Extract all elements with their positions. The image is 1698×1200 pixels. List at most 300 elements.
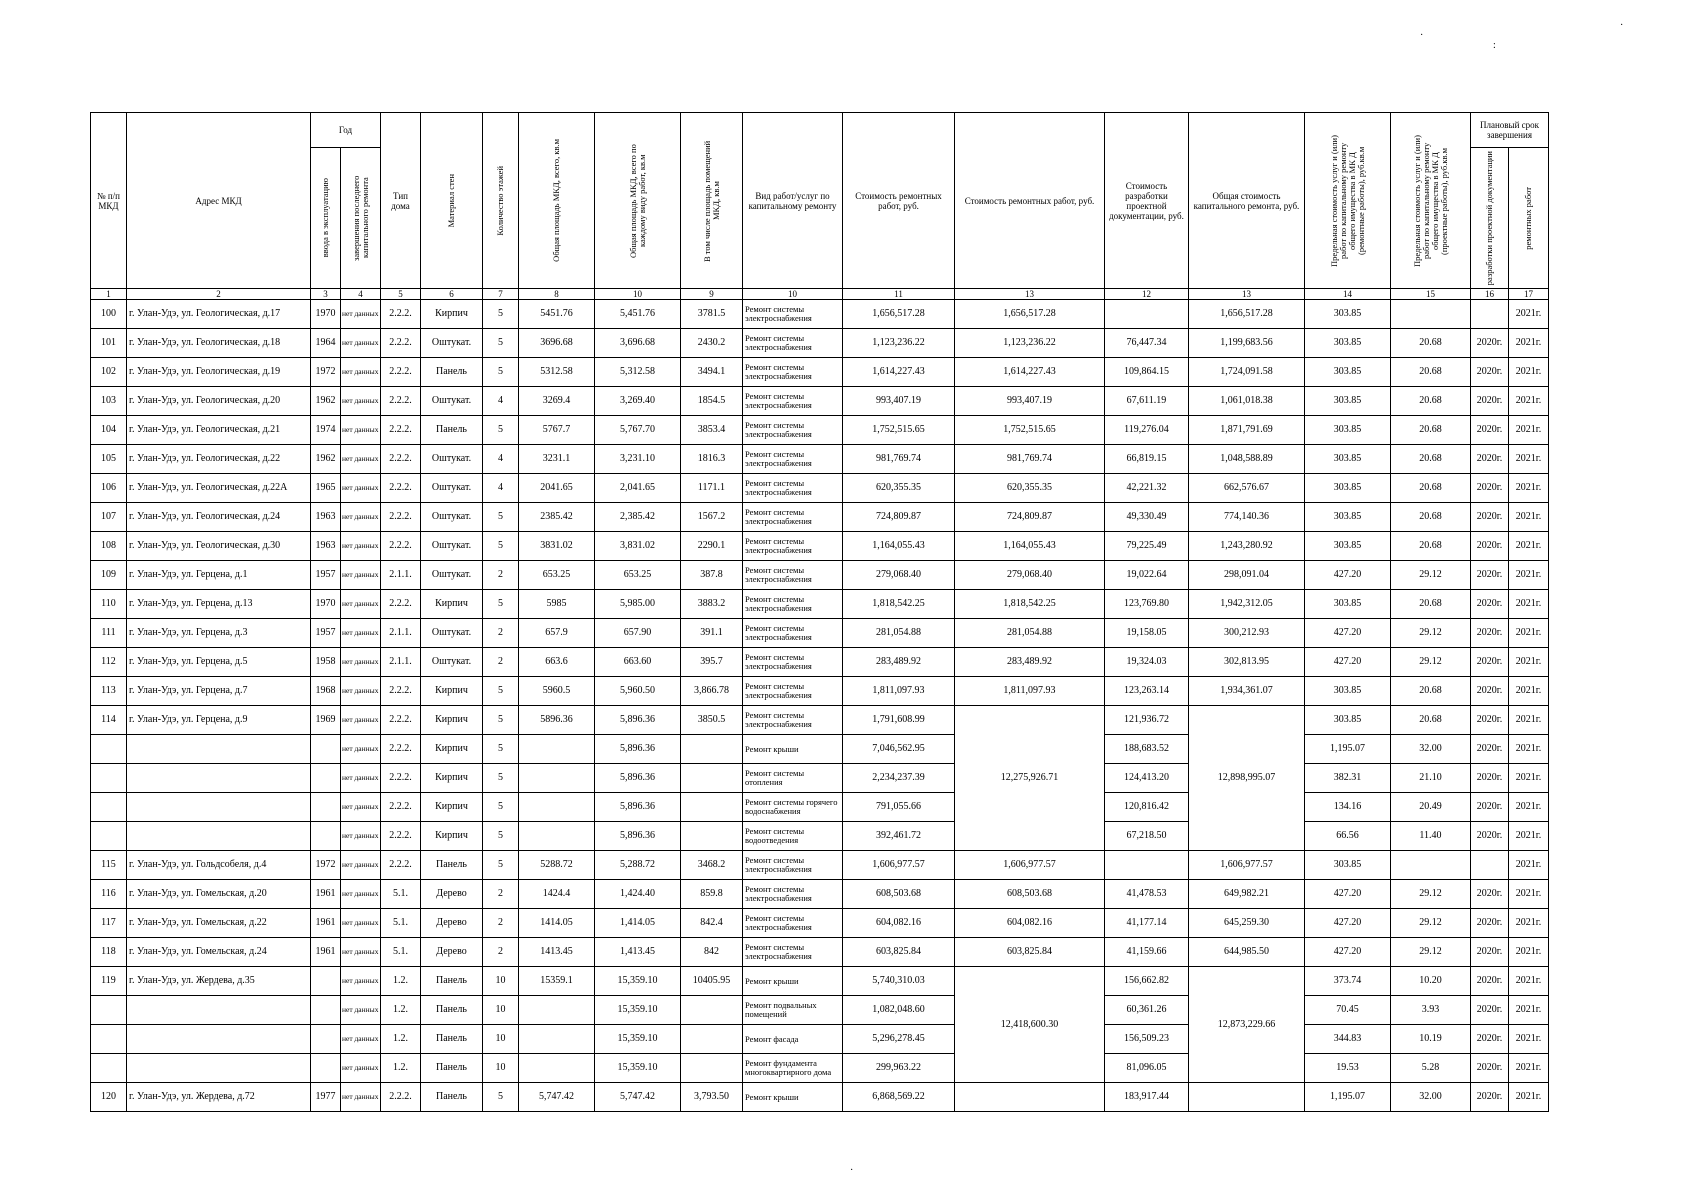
cell-wall-material: Кирпич [421,764,483,793]
cell-overall-cost: 645,259.30 [1189,909,1305,938]
cell-num [91,996,127,1025]
cell-num: 108 [91,532,127,561]
column-number: 8 [519,289,595,300]
cell-overall-cost: 1,606,977.57 [1189,851,1305,880]
cell-address: г. Улан-Удэ, ул. Гомельская, д.20 [127,880,311,909]
cell-overall-cost: 774,140.36 [1189,503,1305,532]
cell-work-type: Ремонт системы электроснабжения [743,909,843,938]
cell-area-by-work: 15,359.10 [595,1025,681,1054]
cell-deadline-repair: 2021г. [1509,329,1549,358]
cell-house-type: 2.2.2. [381,387,421,416]
cell-repair-cost-total: 603,825.84 [955,938,1105,967]
cell-year-last-repair: нет данных [341,445,381,474]
cell-deadline-repair: 2021г. [1509,1054,1549,1083]
cell-num: 110 [91,590,127,619]
cell-limit-repair: 427.20 [1305,619,1391,648]
cell-num: 103 [91,387,127,416]
cell-year-last-repair: нет данных [341,648,381,677]
cell-address: г. Улан-Удэ, ул. Герцена, д.1 [127,561,311,590]
cell-repair-cost: 1,656,517.28 [843,300,955,329]
cell-house-type: 2.2.2. [381,329,421,358]
cell-limit-repair: 427.20 [1305,909,1391,938]
cell-year-commission: 1972 [311,358,341,387]
cell-limit-repair: 303.85 [1305,387,1391,416]
cell-repair-cost: 6,868,569.22 [843,1083,955,1112]
cell-year-last-repair: нет данных [341,996,381,1025]
repair-program-sheet [90,112,1549,1112]
cell-limit-design: 20.68 [1391,706,1471,735]
cell-premises-area: 3850.5 [681,706,743,735]
cell-design-cost: 19,158.05 [1105,619,1189,648]
cell-year-commission: 1970 [311,300,341,329]
cell-total-area: 663.6 [519,648,595,677]
cell-address [127,735,311,764]
cell-address: г. Улан-Удэ, ул. Гомельская, д.22 [127,909,311,938]
cell-limit-design: 20.68 [1391,474,1471,503]
cell-design-cost: 119,276.04 [1105,416,1189,445]
cell-address: г. Улан-Удэ, ул. Герцена, д.7 [127,677,311,706]
cell-address: г. Улан-Удэ, ул. Геологическая, д.22А [127,474,311,503]
col-year-last-repair-header: завершения последнего капитального ремонта [341,148,381,289]
cell-floors: 5 [483,706,519,735]
cell-year-last-repair: нет данных [341,416,381,445]
cell-total-area: 5312.58 [519,358,595,387]
cell-overall-cost: 302,813.95 [1189,648,1305,677]
cell-premises-area [681,764,743,793]
cell-address: г. Улан-Удэ, ул. Геологическая, д.22 [127,445,311,474]
cell-floors: 10 [483,996,519,1025]
table-row [91,416,1549,445]
col-total-area-header: Общая площадь МКД, всего, кв.м [519,113,595,289]
cell-deadline-repair: 2021г. [1509,677,1549,706]
cell-year-commission: 1969 [311,706,341,735]
cell-deadline-repair: 2021г. [1509,822,1549,851]
cell-work-type: Ремонт системы электроснабжения [743,387,843,416]
cell-deadline-repair: 2021г. [1509,967,1549,996]
cell-repair-cost-total: 1,614,227.43 [955,358,1105,387]
cell-house-type: 2.2.2. [381,793,421,822]
cell-deadline-repair: 2021г. [1509,387,1549,416]
cell-floors: 4 [483,387,519,416]
cell-floors: 5 [483,300,519,329]
column-number: 4 [341,289,381,300]
cell-num: 104 [91,416,127,445]
cell-design-cost: 183,917.44 [1105,1083,1189,1112]
cell-premises-area [681,1025,743,1054]
cell-num: 109 [91,561,127,590]
cell-limit-repair: 427.20 [1305,561,1391,590]
cell-year-last-repair: нет данных [341,677,381,706]
cell-overall-cost: 1,061,018.38 [1189,387,1305,416]
cell-design-cost: 41,177.14 [1105,909,1189,938]
cell-area-by-work: 5,312.58 [595,358,681,387]
col-deadline-design-header: разработки проектной документации [1471,148,1509,289]
cell-repair-cost-total: 1,818,542.25 [955,590,1105,619]
column-number: 14 [1305,289,1391,300]
cell-repair-cost: 1,811,097.93 [843,677,955,706]
cell-limit-design: 20.68 [1391,445,1471,474]
cell-address: г. Улан-Удэ, ул. Геологическая, д.24 [127,503,311,532]
cell-repair-cost: 1,752,515.65 [843,416,955,445]
cell-premises-area [681,1054,743,1083]
cell-area-by-work: 3,696.68 [595,329,681,358]
col-repair-cost-header: Стоимость ремонтных работ, руб. [843,113,955,289]
cell-deadline-repair: 2021г. [1509,474,1549,503]
table-row [91,561,1549,590]
cell-num [91,1025,127,1054]
cell-work-type: Ремонт системы горячего водоснабжения [743,793,843,822]
cell-wall-material: Панель [421,358,483,387]
cell-total-area: 1413.45 [519,938,595,967]
table-row [91,706,1549,735]
cell-year-commission: 1963 [311,532,341,561]
cell-limit-design: 29.12 [1391,561,1471,590]
cell-limit-design: 20.68 [1391,416,1471,445]
column-number: 6 [421,289,483,300]
cell-deadline-design: 2020г. [1471,677,1509,706]
cell-work-type: Ремонт системы отопления [743,764,843,793]
cell-work-type: Ремонт фасада [743,1025,843,1054]
col-overall-cost-header: Общая стоимость капитального ремонта, руб. [1189,113,1305,289]
cell-premises-area: 3,793.50 [681,1083,743,1112]
cell-limit-repair: 303.85 [1305,532,1391,561]
cell-address: г. Улан-Удэ, ул. Герцена, д.9 [127,706,311,735]
col-year-group-header: Год [311,113,381,148]
scan-mark: · [1420,30,1424,41]
cell-overall-cost: 1,942,312.05 [1189,590,1305,619]
cell-work-type: Ремонт системы электроснабжения [743,445,843,474]
cell-house-type: 2.1.1. [381,648,421,677]
cell-num: 101 [91,329,127,358]
cell-deadline-design [1471,300,1509,329]
cell-num [91,822,127,851]
cell-deadline-repair: 2021г. [1509,358,1549,387]
cell-year-last-repair: нет данных [341,851,381,880]
cell-repair-cost-total: 604,082.16 [955,909,1105,938]
cell-house-type: 2.2.2. [381,503,421,532]
cell-repair-cost: 2,234,237.39 [843,764,955,793]
cell-house-type: 2.2.2. [381,474,421,503]
cell-repair-cost-total: 279,068.40 [955,561,1105,590]
cell-deadline-design: 2020г. [1471,996,1509,1025]
table-body [91,300,1549,1112]
cell-limit-repair: 303.85 [1305,445,1391,474]
cell-house-type: 2.2.2. [381,1083,421,1112]
cell-total-area: 5,747.42 [519,1083,595,1112]
cell-floors: 2 [483,648,519,677]
cell-deadline-design: 2020г. [1471,590,1509,619]
cell-repair-cost: 791,055.66 [843,793,955,822]
cell-work-type: Ремонт системы электроснабжения [743,677,843,706]
cell-house-type: 2.2.2. [381,358,421,387]
cell-limit-repair: 19.53 [1305,1054,1391,1083]
cell-deadline-design: 2020г. [1471,1025,1509,1054]
cell-design-cost: 76,447.34 [1105,329,1189,358]
cell-design-cost: 124,413.20 [1105,764,1189,793]
cell-premises-area: 842 [681,938,743,967]
cell-year-commission [311,996,341,1025]
cell-premises-area [681,996,743,1025]
scan-mark: · [1620,20,1624,31]
cell-house-type: 2.2.2. [381,532,421,561]
cell-address: г. Улан-Удэ, ул. Герцена, д.5 [127,648,311,677]
table-row [91,938,1549,967]
cell-limit-repair: 303.85 [1305,329,1391,358]
cell-area-by-work: 3,231.10 [595,445,681,474]
cell-floors: 5 [483,532,519,561]
cell-limit-design [1391,300,1471,329]
cell-limit-design: 29.12 [1391,880,1471,909]
cell-num: 117 [91,909,127,938]
cell-deadline-design: 2020г. [1471,735,1509,764]
cell-deadline-repair: 2021г. [1509,764,1549,793]
cell-limit-design: 29.12 [1391,619,1471,648]
cell-total-area: 5288.72 [519,851,595,880]
column-number: 13 [1189,289,1305,300]
cell-house-type: 2.1.1. [381,619,421,648]
cell-house-type: 1.2. [381,1054,421,1083]
cell-floors: 2 [483,880,519,909]
cell-wall-material: Оштукат. [421,474,483,503]
cell-work-type: Ремонт системы электроснабжения [743,938,843,967]
cell-repair-cost: 604,082.16 [843,909,955,938]
cell-repair-cost-total: 620,355.35 [955,474,1105,503]
cell-design-cost: 121,936.72 [1105,706,1189,735]
cell-area-by-work: 663.60 [595,648,681,677]
cell-overall-cost: 1,934,361.07 [1189,677,1305,706]
cell-repair-cost: 1,614,227.43 [843,358,955,387]
cell-wall-material: Оштукат. [421,619,483,648]
cell-floors: 5 [483,764,519,793]
cell-overall-cost: 300,212.93 [1189,619,1305,648]
cell-overall-cost: 298,091.04 [1189,561,1305,590]
table-row [91,387,1549,416]
cell-wall-material: Оштукат. [421,329,483,358]
col-design-cost-header: Стоимость разработки проектной документации, руб. [1105,113,1189,289]
cell-design-cost: 123,769.80 [1105,590,1189,619]
table-row [91,735,1549,764]
table-row [91,300,1549,329]
cell-year-last-repair: нет данных [341,764,381,793]
cell-limit-design: 29.12 [1391,648,1471,677]
column-number: 9 [681,289,743,300]
cell-year-commission: 1957 [311,619,341,648]
col-house-type-header: Тип дома [381,113,421,289]
cell-address: г. Улан-Удэ, ул. Геологическая, д.30 [127,532,311,561]
cell-limit-repair: 303.85 [1305,851,1391,880]
col-limit-repair-header: Предельная стоимость услуг и (или) работ по капитальному ремонту общего имущества в МК Д (ремонтные работы), руб.кв.м [1305,113,1391,289]
cell-premises-area: 395.7 [681,648,743,677]
cell-floors: 2 [483,909,519,938]
cell-year-commission: 1972 [311,851,341,880]
cell-area-by-work: 3,269.40 [595,387,681,416]
cell-limit-design: 21.10 [1391,764,1471,793]
cell-area-by-work: 5,896.36 [595,822,681,851]
cell-design-cost: 188,683.52 [1105,735,1189,764]
table-row [91,358,1549,387]
cell-year-commission [311,1054,341,1083]
cell-area-by-work: 2,041.65 [595,474,681,503]
cell-repair-cost: 1,606,977.57 [843,851,955,880]
cell-limit-repair: 1,195.07 [1305,1083,1391,1112]
cell-deadline-repair: 2021г. [1509,880,1549,909]
cell-overall-cost: 662,576.67 [1189,474,1305,503]
cell-wall-material: Кирпич [421,300,483,329]
cell-house-type: 5.1. [381,938,421,967]
cell-year-commission: 1963 [311,503,341,532]
cell-overall-cost: 12,873,229.66 [1189,967,1305,1083]
cell-premises-area: 10405.95 [681,967,743,996]
cell-wall-material: Панель [421,1054,483,1083]
col-work-type-header: Вид работ/услуг по капитальному ремонту [743,113,843,289]
cell-address: г. Улан-Удэ, ул. Гольдсобеля, д.4 [127,851,311,880]
cell-design-cost: 66,819.15 [1105,445,1189,474]
cell-wall-material: Панель [421,1083,483,1112]
cell-deadline-design: 2020г. [1471,474,1509,503]
cell-total-area: 5767.7 [519,416,595,445]
cell-limit-repair: 303.85 [1305,300,1391,329]
cell-total-area [519,996,595,1025]
cell-limit-design: 20.68 [1391,503,1471,532]
cell-premises-area: 859.8 [681,880,743,909]
cell-repair-cost-total: 12,418,600.30 [955,967,1105,1083]
cell-limit-design: 20.68 [1391,387,1471,416]
cell-repair-cost-total: 1,752,515.65 [955,416,1105,445]
cell-year-commission [311,793,341,822]
cell-wall-material: Оштукат. [421,561,483,590]
cell-design-cost: 81,096.05 [1105,1054,1189,1083]
cell-repair-cost-total [955,1083,1105,1112]
cell-work-type: Ремонт крыши [743,735,843,764]
cell-wall-material: Кирпич [421,735,483,764]
cell-house-type: 2.2.2. [381,300,421,329]
column-number: 11 [843,289,955,300]
cell-design-cost: 60,361.26 [1105,996,1189,1025]
cell-premises-area: 1816.3 [681,445,743,474]
cell-premises-area: 387.8 [681,561,743,590]
cell-year-commission: 1957 [311,561,341,590]
cell-total-area: 5451.76 [519,300,595,329]
cell-year-last-repair: нет данных [341,735,381,764]
cell-floors: 5 [483,416,519,445]
cell-area-by-work: 15,359.10 [595,1054,681,1083]
cell-overall-cost: 649,982.21 [1189,880,1305,909]
cell-house-type: 2.2.2. [381,445,421,474]
cell-deadline-repair: 2021г. [1509,706,1549,735]
cell-limit-repair: 66.56 [1305,822,1391,851]
col-num-header: № п/п МКД [91,113,127,289]
cell-year-commission [311,735,341,764]
cell-repair-cost: 1,164,055.43 [843,532,955,561]
cell-floors: 4 [483,445,519,474]
cell-wall-material: Кирпич [421,677,483,706]
cell-limit-design: 32.00 [1391,1083,1471,1112]
repair-table [90,112,1549,1112]
cell-wall-material: Оштукат. [421,503,483,532]
table-row [91,1054,1549,1083]
cell-floors: 4 [483,474,519,503]
cell-year-commission [311,764,341,793]
cell-limit-design: 20.68 [1391,590,1471,619]
cell-wall-material: Кирпич [421,590,483,619]
table-row [91,677,1549,706]
cell-num: 107 [91,503,127,532]
cell-deadline-design: 2020г. [1471,532,1509,561]
cell-num [91,1054,127,1083]
cell-deadline-repair: 2021г. [1509,1025,1549,1054]
cell-deadline-design: 2020г. [1471,503,1509,532]
table-row [91,880,1549,909]
scan-mark: : [1493,40,1496,51]
cell-repair-cost-total: 1,606,977.57 [955,851,1105,880]
cell-deadline-repair: 2021г. [1509,532,1549,561]
cell-work-type: Ремонт системы электроснабжения [743,561,843,590]
cell-deadline-repair: 2021г. [1509,503,1549,532]
cell-deadline-repair: 2021г. [1509,851,1549,880]
col-repair-cost-total-header: Стоимость ремонтных работ, руб. [955,113,1105,289]
cell-year-last-repair: нет данных [341,619,381,648]
cell-floors: 10 [483,1054,519,1083]
cell-deadline-design: 2020г. [1471,967,1509,996]
col-address-header: Адрес МКД [127,113,311,289]
cell-work-type: Ремонт системы электроснабжения [743,358,843,387]
cell-deadline-design: 2020г. [1471,909,1509,938]
cell-year-commission: 1965 [311,474,341,503]
cell-address: г. Улан-Удэ, ул. Жердева, д.72 [127,1083,311,1112]
cell-address [127,996,311,1025]
cell-premises-area: 2290.1 [681,532,743,561]
col-year-commission-header: ввода в эксплуатацию [311,148,341,289]
cell-design-cost: 123,263.14 [1105,677,1189,706]
cell-work-type: Ремонт системы электроснабжения [743,880,843,909]
cell-total-area: 15359.1 [519,967,595,996]
cell-premises-area: 3883.2 [681,590,743,619]
cell-work-type: Ремонт крыши [743,967,843,996]
cell-area-by-work: 5,896.36 [595,764,681,793]
cell-limit-repair: 427.20 [1305,938,1391,967]
cell-limit-repair: 303.85 [1305,590,1391,619]
cell-limit-repair: 134.16 [1305,793,1391,822]
cell-total-area: 5985 [519,590,595,619]
cell-total-area: 2041.65 [519,474,595,503]
cell-num: 116 [91,880,127,909]
table-row [91,590,1549,619]
cell-overall-cost: 1,724,091.58 [1189,358,1305,387]
column-number: 10 [595,289,681,300]
cell-year-commission: 1964 [311,329,341,358]
cell-limit-design: 29.12 [1391,938,1471,967]
cell-deadline-repair: 2021г. [1509,619,1549,648]
cell-num: 102 [91,358,127,387]
cell-year-last-repair: нет данных [341,358,381,387]
cell-year-commission: 1977 [311,1083,341,1112]
cell-premises-area: 1854.5 [681,387,743,416]
cell-floors: 2 [483,619,519,648]
cell-limit-repair: 70.45 [1305,996,1391,1025]
column-number: 17 [1509,289,1549,300]
cell-total-area [519,735,595,764]
cell-limit-design [1391,851,1471,880]
cell-year-last-repair: нет данных [341,329,381,358]
cell-area-by-work: 653.25 [595,561,681,590]
cell-wall-material: Кирпич [421,706,483,735]
cell-num: 114 [91,706,127,735]
cell-area-by-work: 1,424.40 [595,880,681,909]
table-row [91,445,1549,474]
cell-design-cost: 79,225.49 [1105,532,1189,561]
col-area-by-work-header: Общая площадь МКД, всего по каждому виду работ, кв.м [595,113,681,289]
cell-area-by-work: 5,896.36 [595,706,681,735]
